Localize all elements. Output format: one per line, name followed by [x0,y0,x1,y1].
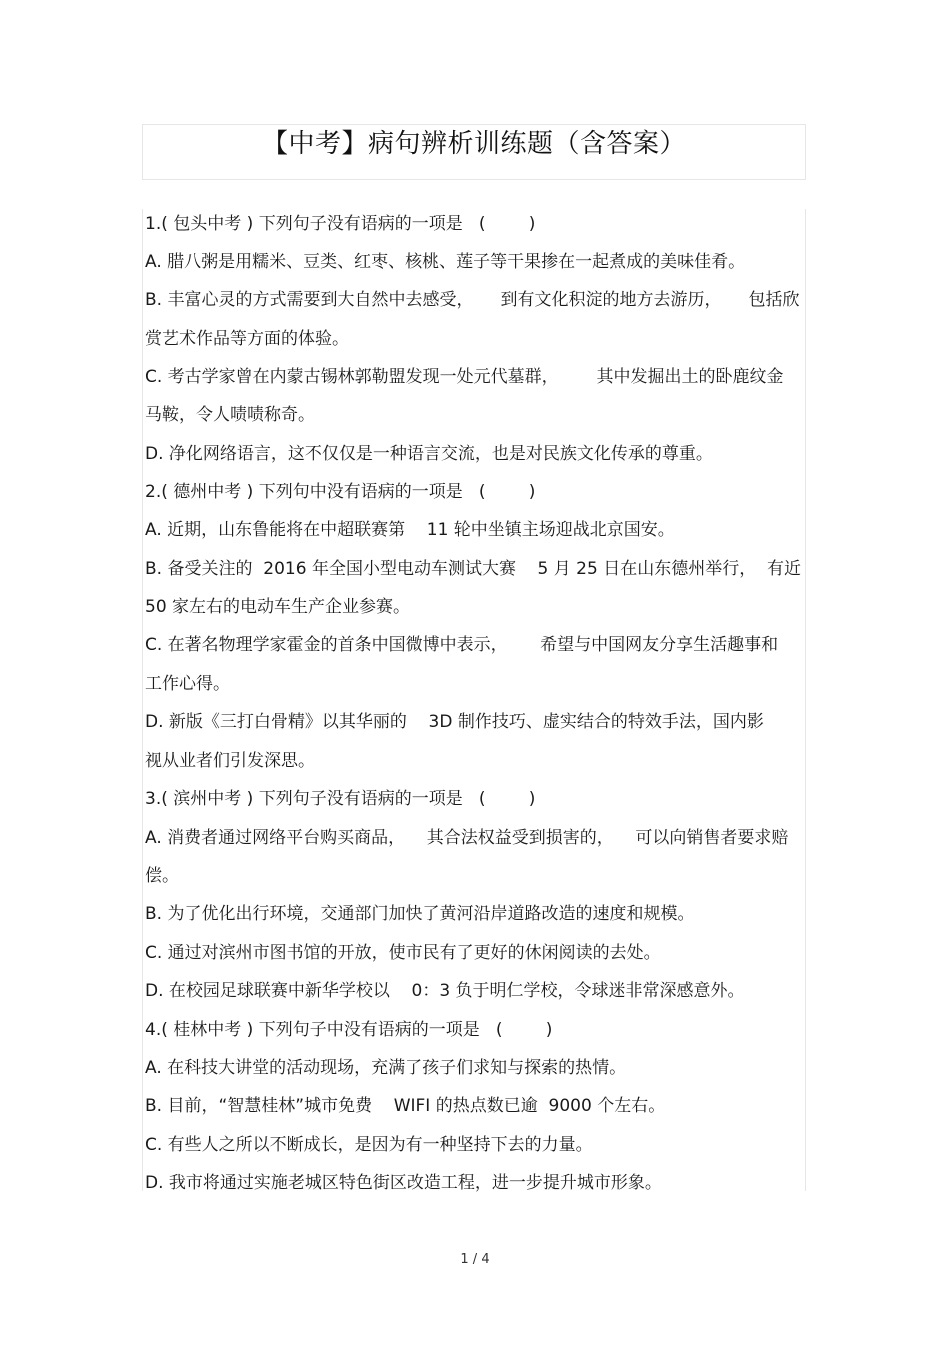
text-line: A. 腊八粥是用糯米、豆类、红枣、核桃、莲子等干果掺在一起煮成的美味佳肴。 [145,252,746,272]
text-line: D. 在校园足球联赛中新华学校以 0：3 负于明仁学校，令球迷非常深感意外。 [145,981,745,1001]
text-line: 工作心得。 [145,674,230,694]
text-line: D. 我市将通过实施老城区特色街区改造工程，进一步提升城市形象。 [145,1173,662,1193]
question-content [142,209,806,1191]
text-line: B. 目前，“智慧桂林”城市免费 WIFI 的热点数已逾 9000 个左右。 [145,1096,666,1116]
text-line: B. 备受关注的 2016 年全国小型电动车测试大赛 5 月 25 日在山东德州举行， 有近 [145,559,802,579]
text-line: D. 净化网络语言，这不仅仅是一种语言交流，也是对民族文化传承的尊重。 [145,444,713,464]
text-line: 视从业者们引发深思。 [145,751,315,771]
text-line: A. 在科技大讲堂的活动现场，充满了孩子们求知与探索的热情。 [145,1058,627,1078]
text-line: D. 新版《三打白骨精》以其华丽的 3D 制作技巧、虚实结合的特效手法，国内影 [145,712,764,732]
text-line: 马鞍，令人啧啧称奇。 [145,405,315,425]
text-line: 3.( 滨州中考 ) 下列句子没有语病的一项是 ( ) [145,789,536,809]
text-line: C. 考古学家曾在内蒙古锡林郭勒盟发现一处元代墓群， 其中发掘出土的卧鹿纹金 [145,367,784,387]
text-line: 50 家左右的电动车生产企业参赛。 [145,597,411,617]
text-line: 2.( 德州中考 ) 下列句中没有语病的一项是 ( ) [145,482,536,502]
text-line: 偿。 [145,866,179,886]
text-line: C. 有些人之所以不断成长，是因为有一种坚持下去的力量。 [145,1135,593,1155]
text-line: B. 丰富心灵的方式需要到大自然中去感受， 到有文化积淀的地方去游历， 包括欣 [145,290,800,310]
text-line: 4.( 桂林中考 ) 下列句子中没有语病的一项是 ( ) [145,1020,553,1040]
document-title: 【中考】病句辨析训练题（含答案） [261,129,686,159]
text-line: 赏艺术作品等方面的体验。 [145,329,349,349]
text-line: C. 通过对滨州市图书馆的开放，使市民有了更好的休闲阅读的去处。 [145,943,661,963]
text-line: A. 消费者通过网络平台购买商品， 其合法权益受到损害的， 可以向销售者要求赔 [145,828,789,848]
text-line: C. 在著名物理学家霍金的首条中国微博中表示， 希望与中国网友分享生活趣事和 [145,635,779,655]
title-box [142,124,806,180]
page-indicator: 1 / 4 [460,1252,490,1267]
text-line: A. 近期，山东鲁能将在中超联赛第 11 轮中坐镇主场迎战北京国安。 [145,520,675,540]
text-line: 1.( 包头中考 ) 下列句子没有语病的一项是 ( ) [145,214,536,234]
text-line: B. 为了优化出行环境，交通部门加快了黄河沿岸道路改造的速度和规模。 [145,904,695,924]
